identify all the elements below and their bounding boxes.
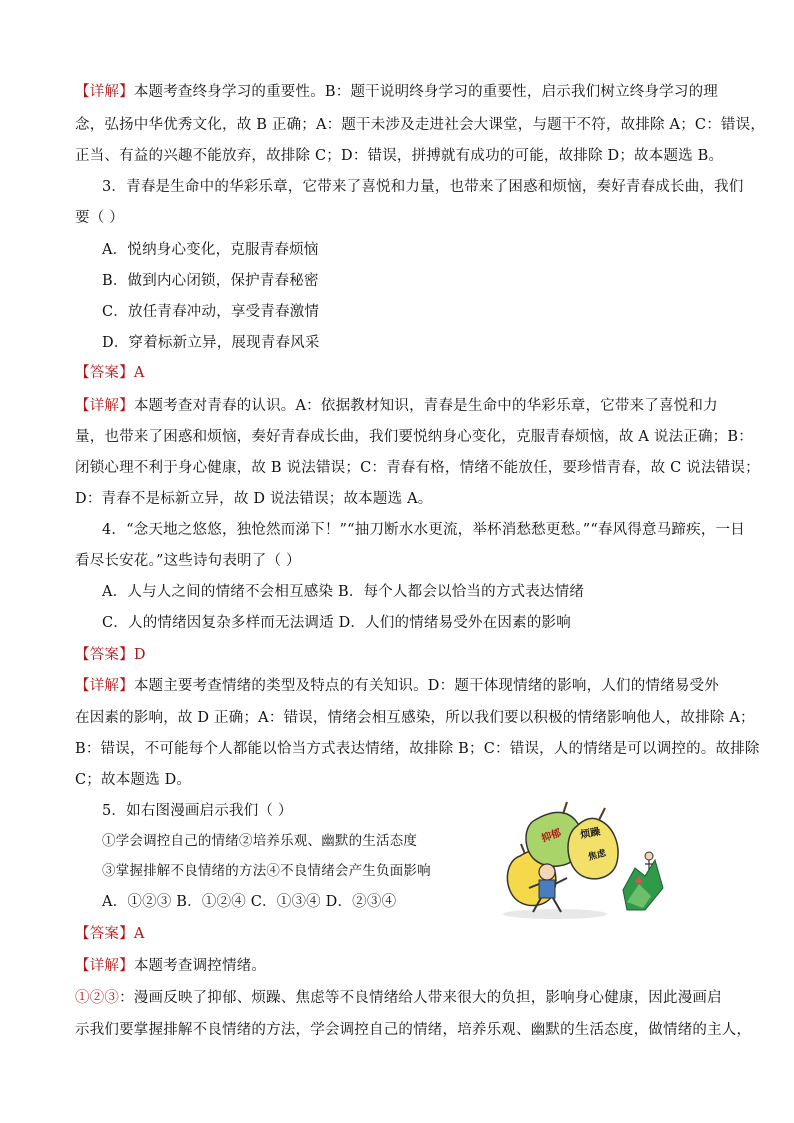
detail-3-line-3 <box>75 458 760 478</box>
detail-3-line-2 <box>75 427 753 447</box>
question-3-stem-cont <box>75 208 124 228</box>
text-line-1 <box>75 82 718 102</box>
detail-tag: 【详解】 <box>75 678 134 694</box>
answer-4 <box>75 645 146 665</box>
line-text: 要（ ） <box>75 210 124 226</box>
detail-tag: 【详解】 <box>75 84 134 100</box>
small-figure-head <box>645 852 653 860</box>
line-text: 在因素的影响，故 D 正确；A：错误，情绪会相互感染，所以我们要以积极的情绪影响他人，故排除 A； <box>75 710 755 726</box>
detail-4-line-4 <box>75 770 191 790</box>
cartoon-svg <box>495 798 667 922</box>
question-5-options <box>102 892 396 912</box>
person-torso <box>539 880 555 898</box>
line-text: ①学会调控自己的情绪②培养乐观、幽默的生活态度 <box>102 833 418 849</box>
line-text: C．放任青春冲动，享受青春激情 <box>102 304 320 320</box>
text-line-3 <box>75 146 723 166</box>
line-text: D．穿着标新立异，展现青春风采 <box>102 335 320 351</box>
line-text: A．①②③ B．①②④ C．①③④ D．②③④ <box>102 894 397 910</box>
option-c <box>102 302 319 322</box>
line-text: C．人的情绪因复杂多样而无法调适 D．人们的情绪易受外在因素的影响 <box>102 615 571 631</box>
line-text: A．悦纳身心变化，克服青春烦恼 <box>102 242 319 258</box>
question-5-choices-12 <box>102 831 417 851</box>
cartoon-illustration <box>495 798 667 922</box>
option-a <box>102 240 318 260</box>
line-text: D：青春不是标新立异，故 D 说法错误；故本题选 A。 <box>75 491 433 507</box>
stem-shape <box>521 844 525 854</box>
question-5-choices-34 <box>102 861 431 881</box>
detail-tag: 【详解】 <box>75 958 134 974</box>
stem-shape <box>599 808 605 820</box>
answer-5 <box>75 924 144 944</box>
detail-4-line-3 <box>75 739 760 759</box>
line-text: 本题考查调控情绪。 <box>133 958 267 974</box>
detail-4-line-2 <box>75 708 755 728</box>
text-line-2 <box>75 115 765 135</box>
question-4-stem-cont <box>75 551 301 571</box>
question-4-stem <box>102 520 745 540</box>
answer-tag: 【答案】 <box>75 926 134 942</box>
detail-tag: 【详解】 <box>75 398 134 414</box>
line-text: ：漫画反映了抑郁、烦躁、焦虑等不良情绪给人带来很大的负担，影响身心健康，因此漫画启 <box>119 990 722 1006</box>
line-text: B：错误，不可能每个人都能以恰当方式表达情绪，故排除 B；C：错误，人的情绪是可以调控的。故排除 <box>75 741 760 757</box>
line-text: 本题考查终身学习的重要性。B：题干说明终身学习的重要性，启示我们树立终身学习的理 <box>133 84 718 100</box>
line-text: 示我们要掌握排解不良情绪的方法，学会调控自己的情绪，培养乐观、幽默的生活态度，做情绪的主人， <box>75 1022 752 1038</box>
line-text: 本题考查对青春的认识。A：依据教材知识，青春是生命中的华彩乐章，它带来了喜悦和力 <box>133 398 718 414</box>
detail-5-line-2 <box>75 988 722 1008</box>
options-cd <box>102 613 571 633</box>
line-text: 3．青春是生命中的华彩乐章，它带来了喜悦和力量，也带来了困惑和烦恼，奏好青春成长曲，我们 <box>102 179 744 195</box>
question-3-stem <box>102 177 744 197</box>
line-text: 看尽长安花。”这些诗句表明了（ ） <box>75 553 301 569</box>
detail-5-line-3 <box>75 1020 751 1040</box>
detail-3-line-4 <box>75 489 432 509</box>
answer-tag: 【答案】 <box>75 647 134 663</box>
answer-value: A <box>133 365 145 381</box>
line-text: 5．如右图漫画启示我们（ ） <box>102 803 293 819</box>
shadow-shape <box>503 909 607 919</box>
option-d <box>102 333 320 353</box>
line-text: B．做到内心闭锁，保护青春秘密 <box>102 273 319 289</box>
line-text: C；故本题选 D。 <box>75 772 192 788</box>
line-text: A．人与人之间的情绪不会相互感染 B．每个人都会以恰当的方式表达情绪 <box>102 584 585 600</box>
option-b <box>102 271 319 291</box>
line-text: 本题主要考查情绪的类型及特点的有关知识。D：题干体现情绪的影响，人们的情绪易受外 <box>133 678 719 694</box>
detail-5-line-1 <box>75 956 266 976</box>
label-depression: 抑郁 <box>540 827 563 845</box>
question-5-stem <box>102 801 293 821</box>
line-text: ③掌握排解不良情绪的方法④不良情绪会产生负面影响 <box>102 863 431 879</box>
answer-value: A <box>133 926 145 942</box>
label-irritable: 烦躁 <box>579 826 602 841</box>
stem-shape <box>563 802 567 814</box>
person-head <box>539 864 555 880</box>
detail-4-line-1 <box>75 676 719 696</box>
line-text: 正当、有益的兴趣不能放弃，故排除 C；D：错误，拼搏就有成功的可能，故排除 D；故本题选 B。 <box>75 148 724 164</box>
options-ab <box>102 582 584 602</box>
detail-3-line-1 <box>75 396 718 416</box>
line-text: 4．“念天地之悠悠，独怆然而涕下！”“抽刀断水水更流，举杯消愁愁更愁。”“春风得意马蹄疾，一日 <box>102 522 745 538</box>
answer-3 <box>75 363 144 383</box>
circled-numbers: ①②③ <box>75 990 120 1006</box>
line-text: 量，也带来了困惑和烦恼，奏好青春成长曲，我们要悦纳身心变化，克服青春烦恼，故 A 说法正确；B： <box>75 429 753 445</box>
line-text: 闭锁心理不利于身心健康，故 B 说法错误；C：青春有格，情绪不能放任，要珍惜青春，故 C 说法错误； <box>75 460 760 476</box>
answer-value: D <box>133 647 146 663</box>
label-anxiety: 焦虑 <box>587 848 608 863</box>
line-text: 念，弘扬中华优秀文化，故 B 正确；A：题干未涉及走进社会大课堂，与题干不符，故排除 A；C：错误， <box>75 117 766 133</box>
answer-tag: 【答案】 <box>75 365 134 381</box>
